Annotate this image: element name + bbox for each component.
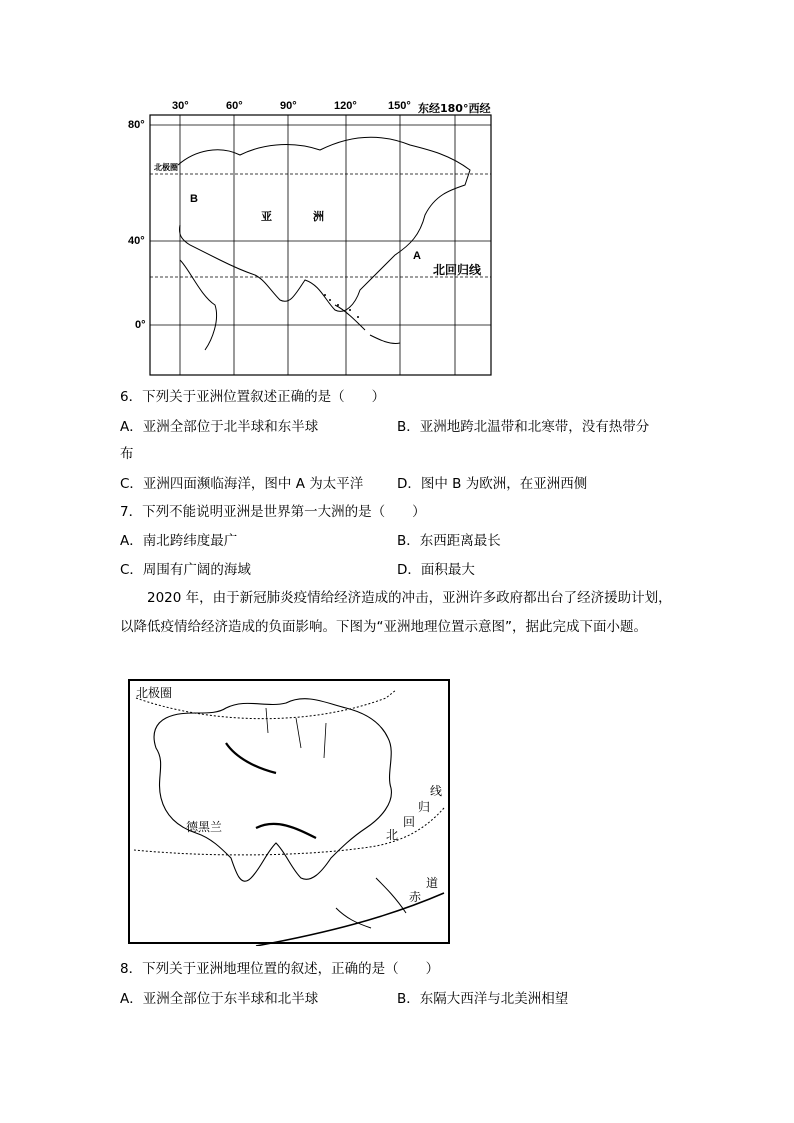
- map2-equator-char-2: 道: [426, 876, 439, 890]
- map1-point-b: B: [190, 193, 198, 205]
- q6-option-b[interactable]: B．亚洲地跨北温带和北寒带，没有热带分: [397, 419, 650, 435]
- intro-paragraph: 2020 年，由于新冠肺炎疫情给经济造成的冲击，亚洲许多政府都出台了经济援助计划，以降低疫情给经济造成的负面影响。下图为“亚洲地理位置示意图”，据此完成下面小题。: [120, 590, 672, 635]
- map1-asia-char-2: 洲: [313, 210, 324, 223]
- map-asia-location: [126, 678, 452, 946]
- q6-option-b-cont: 布: [120, 446, 134, 462]
- map1-lon-120: 120°: [334, 100, 357, 112]
- map2-equator-char-1: 赤: [409, 890, 422, 904]
- q7-option-c[interactable]: C．周围有广阔的海域: [120, 562, 251, 578]
- map1-lon-90: 90°: [280, 100, 297, 112]
- map2-arctic-label: 北极圈: [136, 686, 173, 700]
- map1-lon-180: 东经180°西经: [418, 102, 491, 115]
- map1-lat-0: 0°: [135, 319, 146, 331]
- q6-option-c[interactable]: C．亚洲四面濒临海洋，图中 A 为太平洋: [120, 476, 364, 492]
- map1-lat-80: 80°: [128, 119, 145, 131]
- q8-option-b[interactable]: B．东隔大西洋与北美洲相望: [397, 991, 569, 1007]
- q8-option-a[interactable]: A．亚洲全部位于东半球和北半球: [120, 991, 319, 1007]
- map2-tropic-char-1: 北: [386, 828, 399, 842]
- map2-tropic-char-2: 回: [403, 815, 416, 829]
- q6-option-a[interactable]: A．亚洲全部位于北半球和东半球: [120, 419, 319, 435]
- map1-lat-40: 40°: [128, 235, 145, 247]
- map1-tropic-label: 北回归线: [433, 263, 482, 277]
- map1-arctic-label: 北极圈: [154, 163, 178, 172]
- map-asia-location-svg: [126, 678, 452, 946]
- map1-point-a: A: [413, 250, 421, 262]
- map2-tropic-char-4: 线: [430, 784, 443, 798]
- map1-lon-150: 150°: [388, 100, 411, 112]
- q8-stem: 8．下列关于亚洲地理位置的叙述，正确的是（ ）: [120, 961, 440, 977]
- map-asia-grid-svg: [120, 95, 500, 380]
- q7-option-b[interactable]: B．东西距离最长: [397, 533, 501, 549]
- map1-lon-60: 60°: [226, 100, 243, 112]
- map-asia-grid: [120, 95, 500, 380]
- q7-option-d[interactable]: D．面积最大: [397, 562, 475, 578]
- q6-option-d[interactable]: D．图中 B 为欧洲，在亚洲西侧: [397, 476, 588, 492]
- map2-frame: [129, 680, 449, 943]
- q6-stem: 6．下列关于亚洲位置叙述正确的是（ ）: [120, 389, 386, 405]
- q7-option-a[interactable]: A．南北跨纬度最广: [120, 533, 238, 549]
- map1-lon-30: 30°: [172, 100, 189, 112]
- map2-tropic-char-3: 归: [418, 800, 431, 814]
- q7-stem: 7．下列不能说明亚洲是世界第一大洲的是（ ）: [120, 504, 426, 520]
- map2-deccan-label: 德黑兰: [186, 820, 223, 834]
- map1-asia-char-1: 亚: [261, 210, 272, 223]
